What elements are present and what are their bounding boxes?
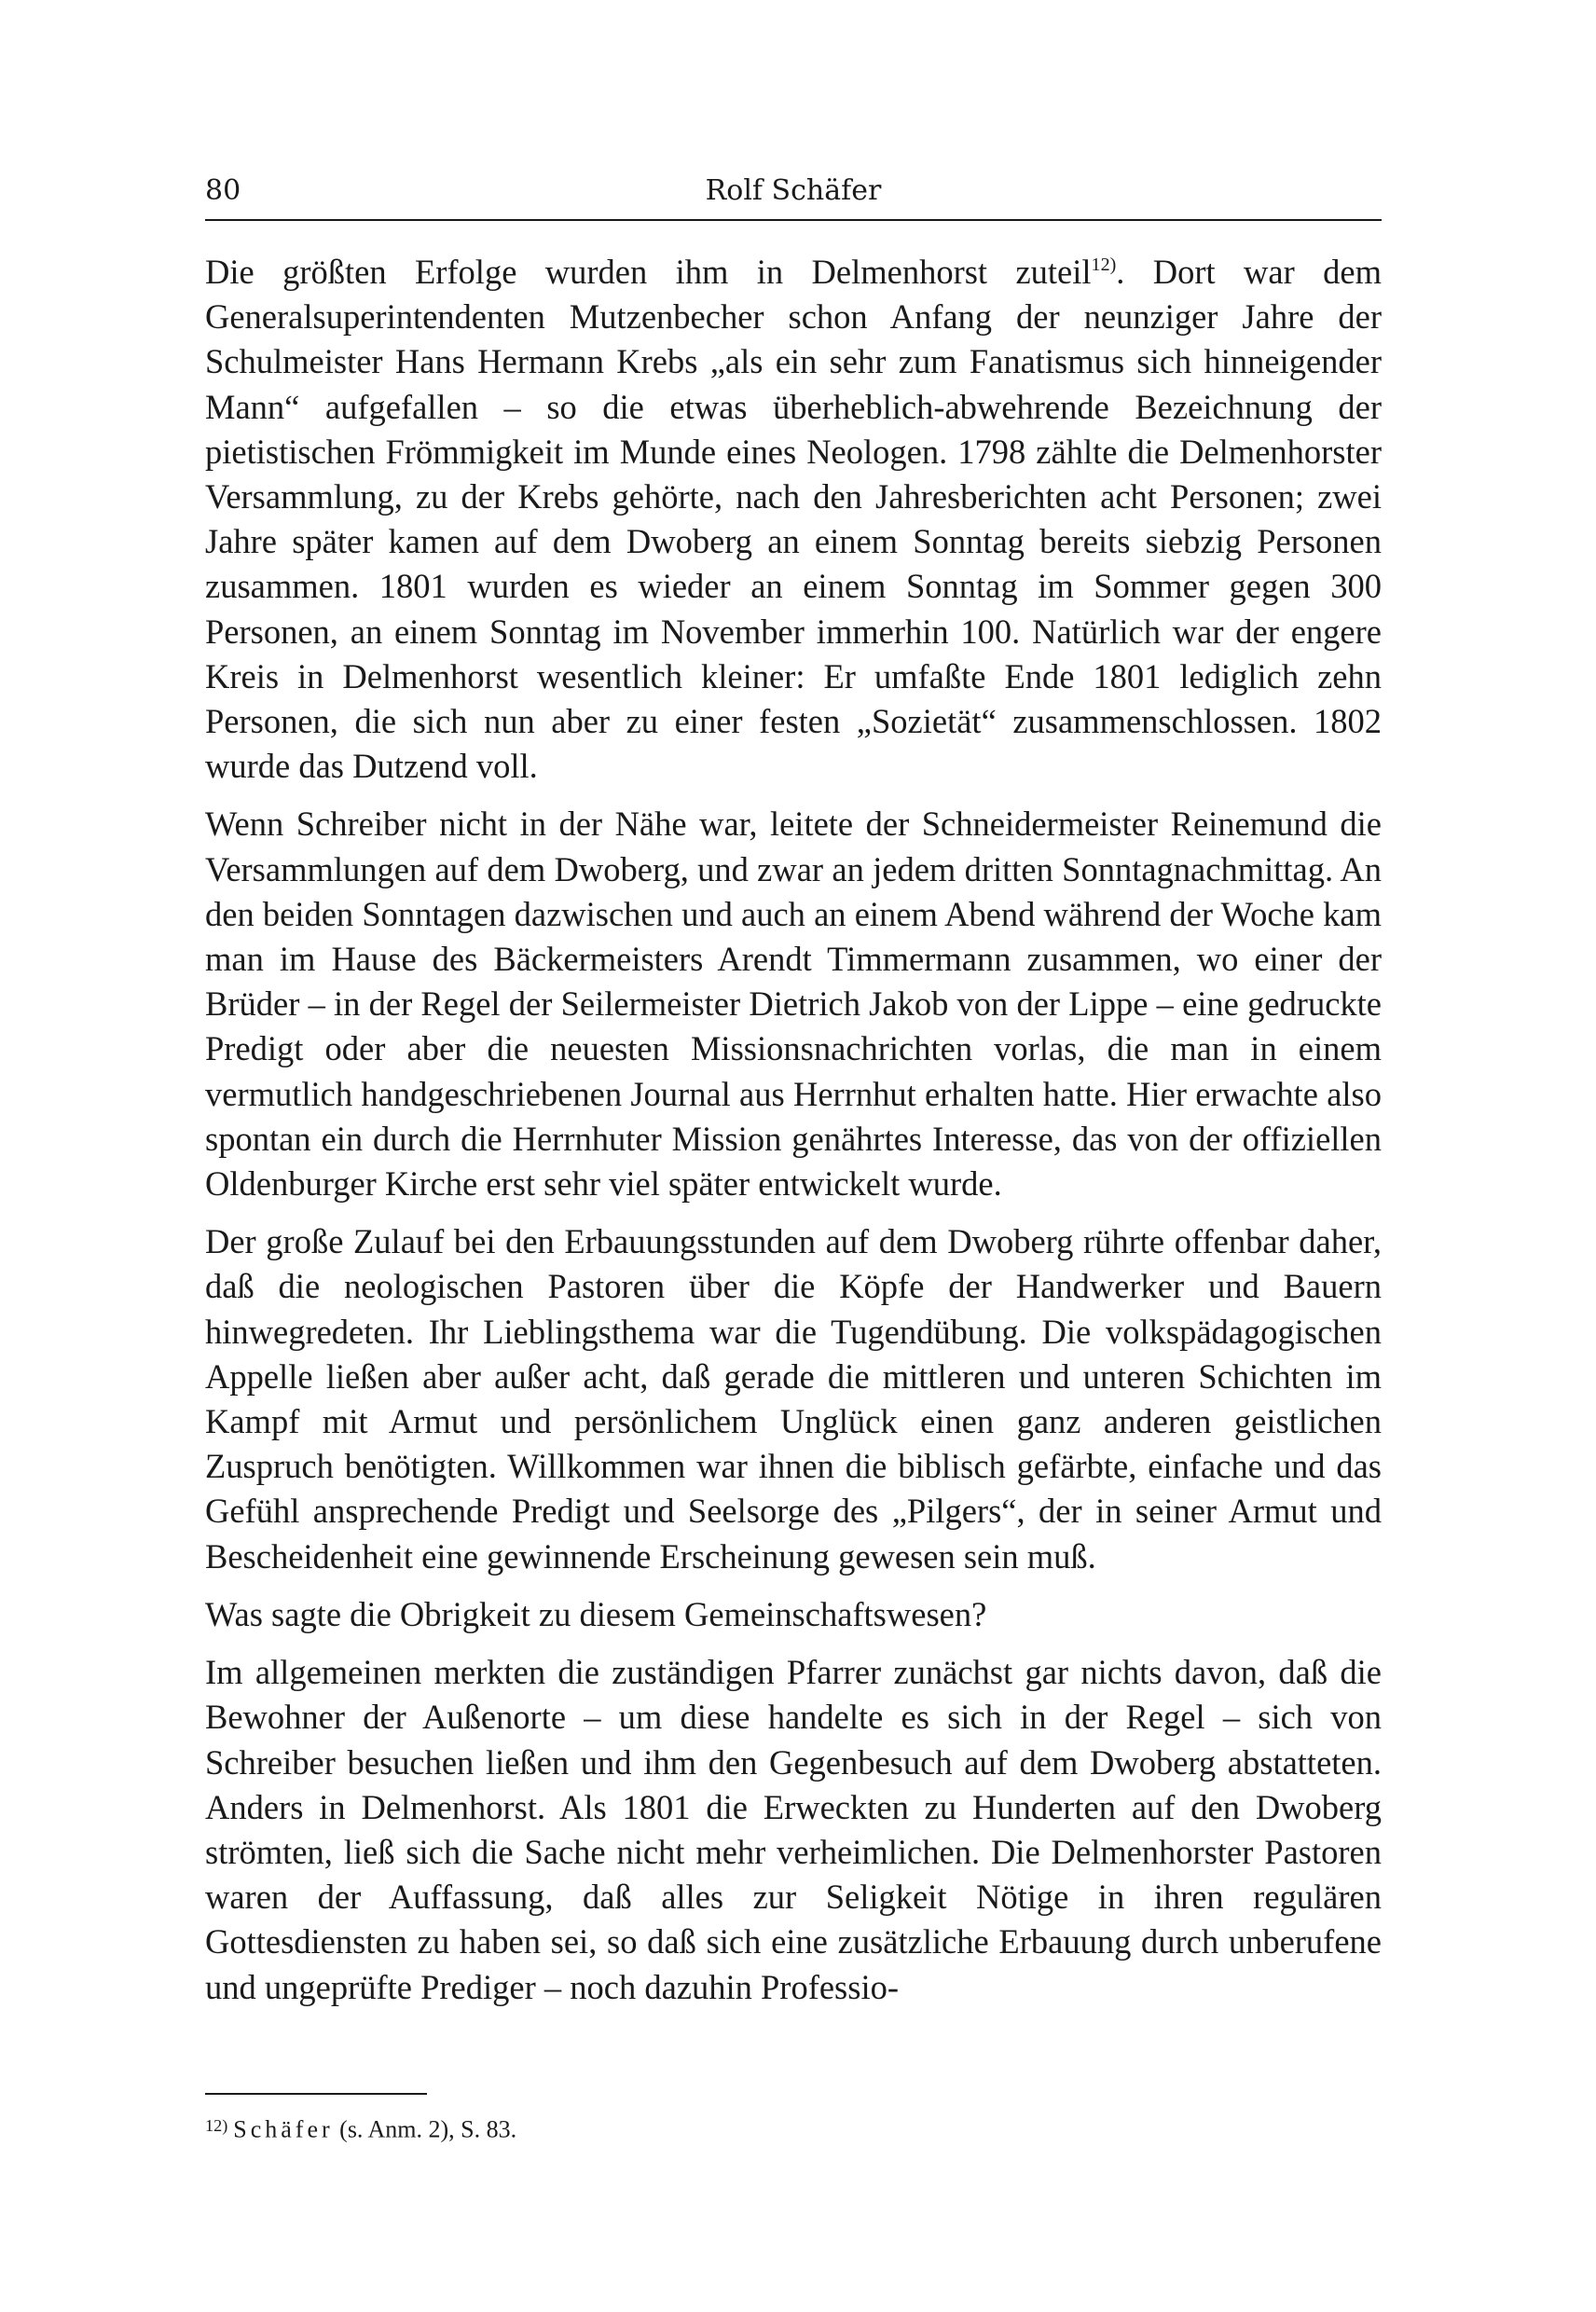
body-text	[205, 250, 1382, 2023]
footnote-rule	[205, 2093, 427, 2095]
page-number: 80	[205, 174, 241, 207]
footnote-mark: 12)	[205, 2116, 228, 2135]
paragraph-5: Im allgemeinen merkten die zuständigen Pfarrer zunächst gar nichts davon, daß die Bewohner der Außenorte – um diese handelte es sich in der Regel – sich von Schreiber besuchen ließen und ihm den Gegenbesuch auf dem Dwoberg abstatteten. Anders in Delmenhorst. Als 1801 die Erweckten zu Hunderten auf den Dwoberg strömten, ließ sich die Sache nicht mehr verheimlichen. Die Delmenhorster Pastoren waren der Auffassung, daß alles zur Seligkeit Nötige in ihren regulären Gottesdiensten zu haben sei, so daß sich eine zusätzliche Erbauung durch unberufene und ungeprüfte Prediger – noch dazuhin Professio-	[205, 1653, 1382, 2006]
footnote-author: Schäfer	[233, 2115, 334, 2143]
paragraph-1-start: Die größten Erfolge wurden ihm in Delmenhorst zuteil	[205, 253, 1092, 291]
running-title: Rolf Schäfer	[705, 174, 882, 207]
paragraph-3: Der große Zulauf bei den Erbauungsstunden auf dem Dwoberg rührte offenbar daher, daß die neologischen Pastoren über die Köpfe der Handwerker und Bauern hinwegredeten. Ihr Lieblingsthema war die Tugendübung. Die volkspädagogischen Appelle ließen aber außer acht, daß gerade die mittleren und unteren Schichten im Kampf mit Armut und persönlichem Unglück einen ganz anderen geistlichen Zuspruch benötigten. Willkommen war ihnen die biblisch gefärbte, einfache und das Gefühl ansprechende Predigt und Seelsorge des „Pilgers“, der in seiner Armut und Bescheidenheit eine gewinnende Erscheinung gewesen sein muß.	[205, 1222, 1382, 1576]
running-head	[205, 172, 1382, 210]
footnote	[205, 2109, 1382, 2146]
footnote-text: (s. Anm. 2), S. 83.	[333, 2115, 517, 2143]
paragraph-4: Was sagte die Obrigkeit zu diesem Gemeinschaftswesen?	[205, 1594, 987, 1633]
paragraph-1	[205, 250, 1382, 789]
footnote-reference[interactable]: 12)	[1091, 254, 1117, 275]
paragraph-1-rest: . Dort war dem Generalsuperintendenten Mutzenbecher schon Anfang der neunziger Jahre der Schulmeister Hans Hermann Krebs „als ein sehr zum Fanatismus sich hinneigender Mann“ aufgefallen – so die etwas überheblich-abwehrende Bezeichnung der pietistischen Frömmigkeit im Munde eines Neologen. 1798 zählte die Delmenhorster Versammlung, zu der Krebs gehörte, nach den Jahresberichten acht Personen; zwei Jahre später kamen auf dem Dwoberg an einem Sonntag bereits siebzig Personen zusammen. 1801 wurden es wieder an einem Sonntag im Sommer gegen 300 Personen, an einem Sonntag im November immerhin 100. Natürlich war der engere Kreis in Delmenhorst wesentlich kleiner: Er umfaßte Ende 1801 lediglich zehn Personen, die sich nun aber zu einer festen „Sozietät“ zusammenschlossen. 1802 wurde das Dutzend voll.	[205, 253, 1382, 786]
header-rule	[205, 219, 1382, 221]
paragraph-2: Wenn Schreiber nicht in der Nähe war, leitete der Schneidermeister Reinemund die Versammlungen auf dem Dwoberg, und zwar an jedem dritten Sonntagnachmittag. An den beiden Sonntagen dazwischen und auch an einem Abend während der Woche kam man im Hause des Bäckermeisters Arendt Timmermann zusammen, wo einer der Brüder – in der Regel der Seilermeister Dietrich Jakob von der Lippe – eine gedruckte Predigt oder aber die neuesten Missionsnachrichten vorlas, die man in einem vermutlich handgeschriebenen Journal aus Herrnhut erhalten hatte. Hier erwachte also spontan ein durch die Herrnhuter Mission genährtes Interesse, das von der offiziellen Oldenburger Kirche erst sehr viel später entwickelt wurde.	[205, 805, 1382, 1204]
